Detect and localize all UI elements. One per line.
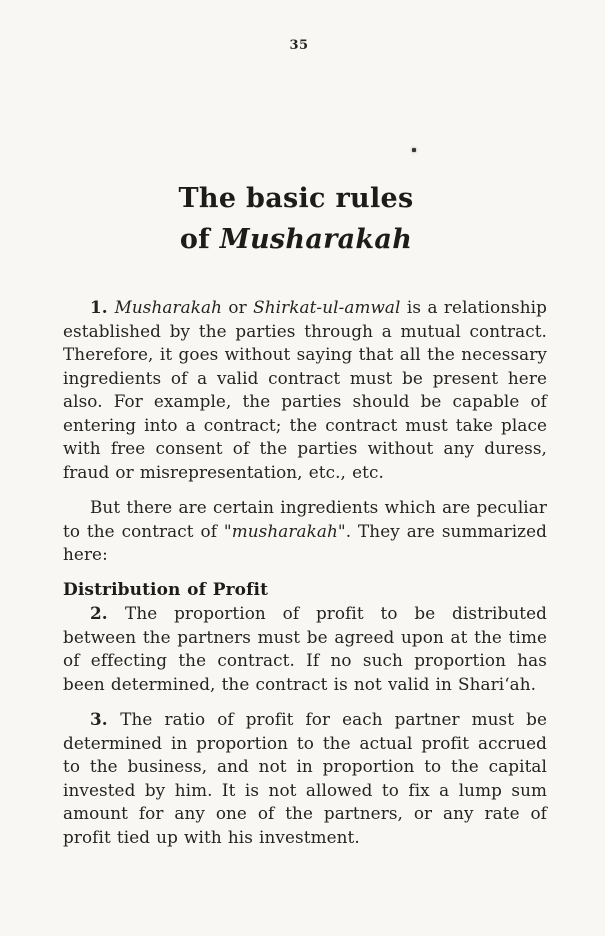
chapter-title-line1: The basic rules [178,183,414,214]
page-body [63,296,547,861]
chapter-title [0,178,592,260]
text-segment: musharakah [231,520,338,541]
chapter-title-term: Musharakah [219,224,413,255]
section-heading [63,579,547,603]
body-paragraph [63,708,547,849]
text-segment: ". They are summarized here: [63,520,548,564]
text-segment: Shirkat-ul-amwal [253,297,401,317]
scan-speck [412,148,416,152]
text-segment: But there are certain ingredients which are peculiar to the contract of " [63,497,547,541]
text-segment: 2. [90,603,126,623]
text-segment: Musharakah [114,297,223,317]
text-segment: 1. [90,297,115,317]
page-number: 35 [289,38,309,53]
text-segment: Distribution of Profit [63,579,269,600]
chapter-title-line2-prefix: of [179,224,220,255]
body-paragraph [63,602,547,696]
text-segment: 3. [90,709,121,729]
body-paragraph [63,296,547,484]
text-segment: or [222,297,254,317]
text-segment: is a relationship established by the parties through a mutual contract. Therefore, it goes without saying that all the necessary ingredients of a valid contract must be present here also. For example, the parties should be capable of entering into a contract; the contract must take place with free consent of the parties without any duress, fraud or misrepresentation, etc., etc. [63,297,547,482]
body-paragraph [63,496,547,567]
text-segment: The ratio of profit for each partner must be determined in proportion to the actual profit accrued to the business, and not in proportion to the capital invested by him. It is not allowed to fix a lump sum amount for any one of the partners, or any rate of profit tied up with his investment. [63,709,547,847]
text-segment: The proportion of profit to be distributed between the partners must be agreed upon at the time of effecting the contract. If no such proportion has been determined, the contract is not valid in Shari‘ah. [63,603,547,694]
